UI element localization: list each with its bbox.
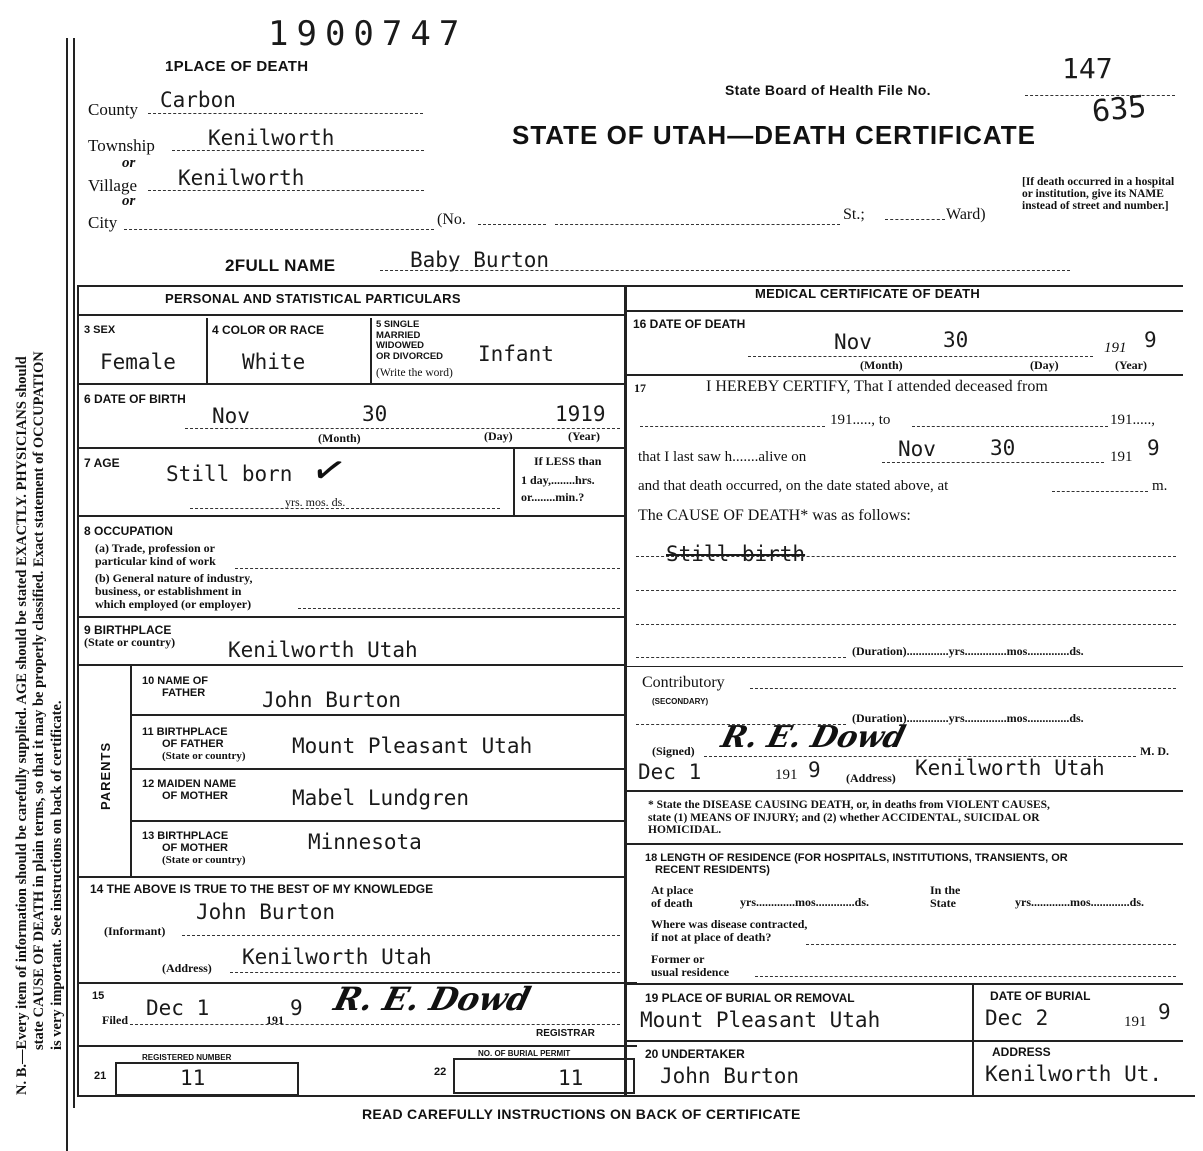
- signed-divider: [626, 790, 1183, 792]
- registrar-signature: R. E. Dowd: [330, 980, 535, 1018]
- row-15-divider: [77, 1045, 637, 1047]
- no-label: (No.: [437, 211, 466, 228]
- filed-line: [130, 1024, 620, 1025]
- duration-divider: [626, 666, 1183, 667]
- age-less-divider: [513, 449, 515, 515]
- last-saw-month: Nov: [898, 437, 936, 461]
- last-saw-year-prefix: 191: [1110, 449, 1133, 465]
- burial-date-value: Dec 2: [985, 1006, 1049, 1030]
- registered-number-label: REGISTERED NUMBER: [142, 1053, 232, 1062]
- county-label: County: [88, 100, 139, 119]
- father-birthplace-label: 11 BIRTHPLACE OF FATHER (State or country): [142, 726, 246, 762]
- father-birthplace-value: Mount Pleasant Utah: [292, 734, 533, 758]
- dod-label: 16 DATE OF DEATH: [633, 317, 746, 331]
- burial-permit-value: 11: [558, 1066, 584, 1090]
- informant-address-value: Kenilworth Utah: [242, 945, 432, 969]
- contracted-line: [806, 944, 1176, 945]
- duration-1-lead: [636, 657, 846, 658]
- birthplace-value: Kenilworth Utah: [228, 638, 418, 662]
- contributory-label: Contributory: [642, 674, 725, 691]
- residence-label: 18 LENGTH OF RESIDENCE (FOR HOSPITALS, INSTITUTIONS, TRANSIENTS, OR RECENT RESIDENTS): [645, 852, 1068, 876]
- cause-line-2: [636, 590, 1176, 591]
- check-mark-icon: ✓: [306, 444, 351, 498]
- marital-write-word: (Write the word): [376, 367, 453, 379]
- footnote: * State the DISEASE CAUSING DEATH, or, in deaths from VIOLENT CAUSES, state (1) MEANS OF INJURY; and (2) whether ACCIDENTAL, SUICIDAL OR HOMICIDAL.: [648, 799, 1050, 836]
- cert-number: 17: [634, 381, 646, 395]
- physician-address-caption: (Address): [846, 771, 896, 785]
- physician-address: Kenilworth Utah: [915, 756, 1105, 780]
- dob-label: 6 DATE OF BIRTH: [84, 392, 186, 406]
- secondary-label: (SECONDARY): [652, 697, 709, 706]
- township-value: Kenilworth: [208, 126, 335, 150]
- personal-section-title: PERSONAL AND STATISTICAL PARTICULARS: [165, 291, 461, 306]
- dod-line: [748, 356, 1093, 357]
- signed-date: Dec 1: [638, 760, 702, 784]
- marital-label: 5 SINGLE MARRIED WIDOWED OR DIVORCED: [376, 319, 444, 362]
- informant-address-line: [230, 972, 620, 973]
- less-than-line-3: or........min.?: [521, 490, 585, 504]
- last-saw-year: 9: [1147, 436, 1160, 460]
- at-place-label: At place of death: [651, 883, 694, 910]
- undertaker-address-label: ADDRESS: [992, 1045, 1051, 1059]
- row-18-divider: [626, 983, 1183, 985]
- dob-year: 1919: [555, 402, 606, 426]
- less-than-line-2: 1 day,........hrs.: [521, 473, 595, 487]
- filed-label: Filed: [102, 1013, 128, 1027]
- dod-day-caption: (Day): [1030, 358, 1059, 372]
- full-name-label: 2FULL NAME: [225, 256, 336, 275]
- footer-instructions: READ CAREFULLY INSTRUCTIONS ON BACK OF CERTIFICATE: [362, 1106, 801, 1122]
- father-label: 10 NAME OF FATHER: [142, 675, 209, 699]
- informant-value: John Burton: [196, 900, 336, 924]
- medical-section-title: MEDICAL CERTIFICATE OF DEATH: [755, 286, 981, 301]
- contributory-line: [750, 688, 1176, 689]
- county-line: [148, 113, 423, 114]
- row-13-divider: [77, 876, 625, 878]
- or-label-2: or: [122, 193, 136, 209]
- ward-label: Ward): [946, 206, 986, 223]
- row-7-divider: [77, 515, 625, 517]
- burial-year-prefix: 191: [1124, 1014, 1147, 1030]
- full-name-line: [380, 270, 1070, 271]
- father-value: John Burton: [262, 688, 402, 712]
- dod-year-caption: (Year): [1115, 358, 1147, 372]
- duration-1: (Duration)..............yrs..............mos..............ds.: [852, 644, 1084, 658]
- informant-caption: (Informant): [104, 924, 166, 938]
- row-16-divider: [626, 374, 1183, 376]
- occupation-a-line: [235, 568, 620, 569]
- burial-date-label: DATE OF BURIAL: [990, 989, 1091, 1003]
- filed-number: 15: [92, 990, 105, 1002]
- cause-label: The CAUSE OF DEATH* was as follows:: [638, 507, 911, 524]
- registered-number-index: 21: [94, 1070, 107, 1082]
- occurred-text: and that death occurred, on the date stated above, at: [638, 478, 949, 494]
- burial-place-value: Mount Pleasant Utah: [640, 1008, 881, 1032]
- hospital-note: [If death occurred in a hospital or institution, give its NAME instead of street and number.]: [1022, 176, 1175, 212]
- last-saw-line: [882, 462, 1104, 463]
- undertaker-label: 20 UNDERTAKER: [645, 1047, 745, 1061]
- personal-title-divider: [77, 314, 625, 316]
- row-19-divider: [626, 1040, 1183, 1042]
- dob-day: 30: [362, 402, 388, 426]
- file-number-2: 635: [1090, 89, 1148, 130]
- place-of-death-label: 1PLACE OF DEATH: [165, 58, 309, 75]
- undertaker-address-value: Kenilworth Ut.: [985, 1062, 1163, 1086]
- burial-year-value: 9: [1158, 1000, 1171, 1024]
- township-label: Township: [88, 136, 155, 155]
- village-line: [148, 190, 424, 191]
- sex-label: 3 SEX: [84, 324, 116, 336]
- st-label: St.;: [843, 206, 865, 223]
- certify-statement: I HEREBY CERTIFY, That I attended deceased from: [706, 378, 1048, 395]
- or-label-1: or: [122, 155, 136, 171]
- medical-title-divider: [626, 310, 1183, 312]
- color-value: White: [242, 350, 306, 374]
- filed-year-prefix: 191: [266, 1013, 284, 1027]
- filed-year: 9: [290, 996, 303, 1020]
- occupation-b: (b) General nature of industry, business, or establishment in which employed (or employer): [95, 571, 253, 611]
- occurred-line: [1052, 491, 1148, 492]
- signed-label: (Signed): [652, 744, 695, 758]
- burial-permit-index: 22: [434, 1066, 447, 1078]
- cause-line-1: [636, 556, 1176, 557]
- no-line: [478, 224, 546, 225]
- birthplace-label: 9 BIRTHPLACE (State or country): [84, 623, 176, 649]
- former-residence-line: [755, 976, 1176, 977]
- m-label: m.: [1152, 478, 1168, 494]
- marital-value: Infant: [478, 342, 554, 366]
- age-label: 7 AGE: [84, 456, 120, 470]
- city-line: [124, 229, 434, 230]
- dob-line: [185, 428, 620, 429]
- registered-number-box: [115, 1062, 299, 1096]
- less-than-line-1: If LESS than: [534, 454, 602, 468]
- mother-value: Mabel Lundgren: [292, 786, 470, 810]
- row-9-divider: [77, 664, 625, 666]
- filed-date: Dec 1: [146, 996, 210, 1020]
- from-to-text: 191....., to: [830, 412, 891, 428]
- signed-year-prefix: 191: [775, 767, 798, 783]
- village-label: Village: [88, 176, 138, 195]
- mother-divider: [130, 820, 625, 822]
- cause-line-3: [636, 624, 1176, 625]
- physician-signature: R. E. Dowd: [717, 720, 909, 755]
- margin-note-line-3: is very important. See instructions on back of certificate.: [49, 700, 65, 1050]
- burial-place-label: 19 PLACE OF BURIAL OR REMOVAL: [645, 991, 855, 1005]
- street-line: [555, 224, 840, 225]
- main-center-divider: [624, 285, 627, 1097]
- from-to-end: 191.....,: [1110, 412, 1155, 428]
- main-top-border: [77, 285, 1183, 287]
- in-state-label: In the State: [930, 883, 961, 910]
- occupation-label: 8 OCCUPATION: [84, 524, 173, 538]
- contracted-label: Where was disease contracted, if not at place of death?: [651, 917, 808, 944]
- registrar-label: REGISTRAR: [536, 1028, 595, 1039]
- sex-value: Female: [100, 350, 176, 374]
- burial-permit-label: NO. OF BURIAL PERMIT: [478, 1049, 571, 1058]
- dob-year-caption: (Year): [568, 429, 600, 443]
- mother-birthplace-value: Minnesota: [308, 830, 422, 854]
- ward-line: [885, 219, 945, 220]
- occupation-b-line: [298, 608, 620, 609]
- row-6-divider: [77, 447, 625, 449]
- father-divider: [130, 714, 625, 716]
- city-label: City: [88, 213, 118, 232]
- dod-month-caption: (Month): [860, 358, 903, 372]
- former-residence-label: Former or usual residence: [651, 952, 730, 979]
- registered-number-value: 11: [180, 1066, 206, 1090]
- occupation-a: (a) Trade, profession or particular kind of work: [95, 541, 216, 568]
- full-name-value: Baby Burton: [410, 248, 550, 272]
- color-marital-divider: [370, 318, 372, 383]
- in-state-units: yrs.............mos.............ds.: [1015, 895, 1145, 909]
- dod-year-prefix: 191: [1104, 340, 1127, 356]
- file-number: 147: [1062, 52, 1113, 85]
- md-label: M. D.: [1140, 744, 1169, 758]
- main-left-border: [77, 285, 79, 1097]
- informant-title: 14 THE ABOVE IS TRUE TO THE BEST OF MY KNOWLEDGE: [90, 882, 434, 896]
- township-line: [172, 150, 424, 151]
- dod-month: Nov: [834, 330, 872, 354]
- father-bp-divider: [130, 768, 625, 770]
- color-label: 4 COLOR OR RACE: [212, 323, 325, 337]
- informant-line: [182, 935, 620, 936]
- row-3-divider: [77, 383, 625, 385]
- burial-permit-box: [453, 1058, 635, 1094]
- county-value: Carbon: [160, 88, 236, 112]
- age-units: yrs. mos. ds.: [285, 495, 346, 509]
- dob-month-caption: (Month): [318, 431, 361, 445]
- cause-value: Still birth: [666, 542, 806, 566]
- dod-day: 30: [943, 328, 969, 352]
- certificate-title: STATE OF UTAH—DEATH CERTIFICATE: [512, 120, 1036, 150]
- last-saw-day: 30: [990, 436, 1016, 460]
- parents-divider: [130, 666, 132, 876]
- parents-label: PARENTS: [98, 741, 113, 810]
- duration-2: (Duration)..............yrs..............mos..............ds.: [852, 711, 1084, 725]
- left-border-outer: [66, 38, 68, 1151]
- last-saw-text: that I last saw h.......alive on: [638, 449, 807, 465]
- age-value: Still born: [166, 462, 293, 486]
- sex-color-divider: [206, 318, 208, 383]
- certificate-number: 1900747: [268, 14, 468, 54]
- mother-birthplace-label: 13 BIRTHPLACE OF MOTHER (State or country): [142, 830, 246, 866]
- left-border-inner: [73, 38, 75, 1108]
- dob-month: Nov: [212, 404, 250, 428]
- row-8-divider: [77, 616, 625, 618]
- board-label: State Board of Health File No.: [725, 82, 931, 98]
- margin-note-line-1: N. B.—Every item of information should be carefully supplied. AGE should be stated EXACTLY. PHYSICIANS should: [14, 356, 30, 1095]
- from-line: [640, 426, 825, 427]
- mother-label: 12 MAIDEN NAME OF MOTHER: [142, 778, 237, 802]
- at-place-units: yrs.............mos.............ds.: [740, 895, 870, 909]
- dod-year: 9: [1144, 328, 1157, 352]
- informant-address-caption: (Address): [162, 961, 212, 975]
- village-value: Kenilworth: [178, 166, 305, 190]
- to-line: [912, 426, 1108, 427]
- dob-day-caption: (Day): [484, 429, 513, 443]
- signed-year: 9: [808, 758, 821, 782]
- footnote-divider: [626, 843, 1183, 845]
- margin-note-line-2: state CAUSE OF DEATH in plain terms, so that it may be properly classified. Exact statement of OCCUPATION: [31, 351, 47, 1050]
- undertaker-value: John Burton: [660, 1064, 800, 1088]
